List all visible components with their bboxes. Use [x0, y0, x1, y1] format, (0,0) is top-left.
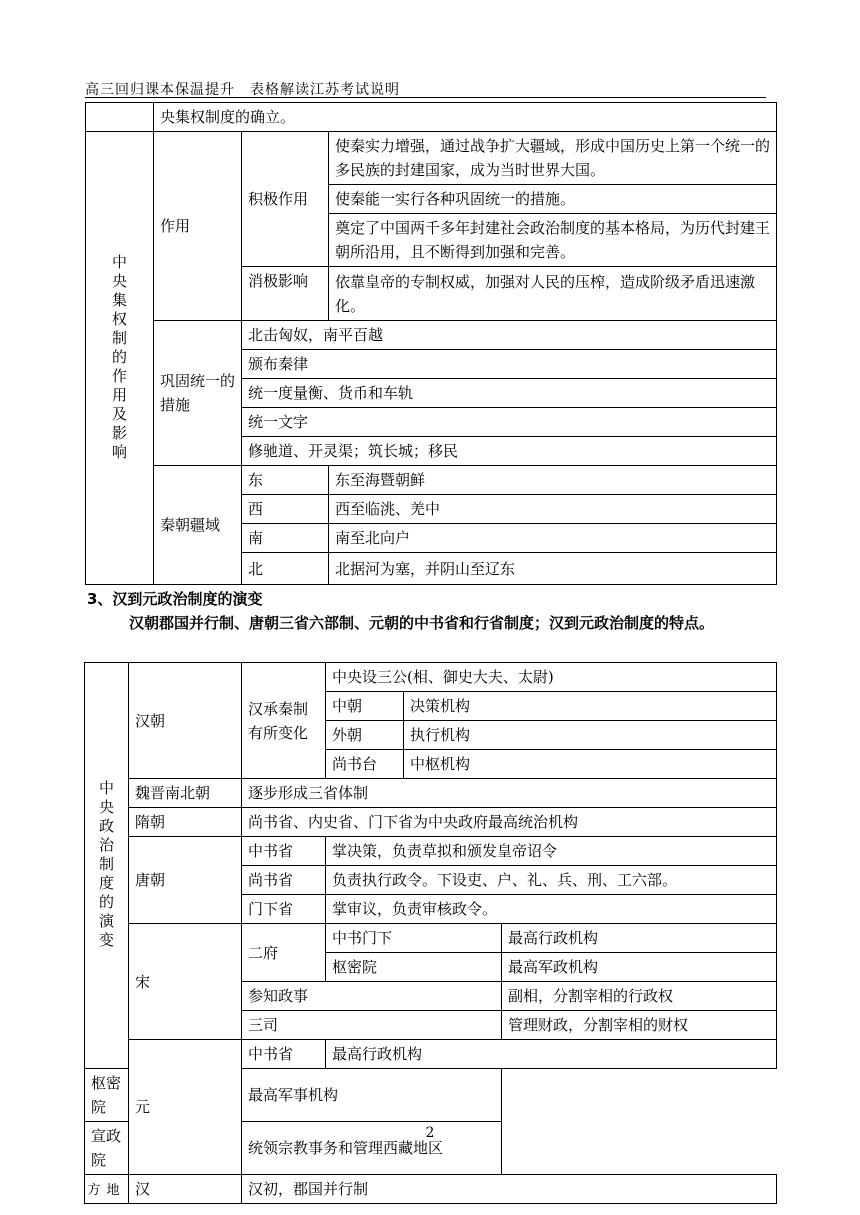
dynasty-han: 汉朝 — [129, 663, 242, 779]
table-cell: 中书门下 — [326, 924, 502, 953]
header-rule — [85, 97, 766, 98]
table-cell — [86, 103, 154, 132]
local-side-label: 方地 — [85, 1175, 129, 1204]
dynasty-sui: 隋朝 — [129, 808, 242, 837]
table-cell: 副相，分割宰相的行政权 — [502, 982, 777, 1011]
dynasty-tang: 唐朝 — [129, 837, 242, 924]
han-sub-label: 汉承秦制有所变化 — [242, 663, 326, 779]
table-cell: 颁布秦律 — [242, 350, 777, 379]
table-cell: 西 — [242, 495, 329, 524]
table-cell: 中书省 — [242, 1040, 326, 1069]
table-cell: 宣政院 — [85, 1122, 129, 1175]
section-title: 3、汉到元政治制度的演变 — [87, 590, 263, 608]
table-cell: 掌决策，负责草拟和颁发皇帝诏令 — [326, 837, 777, 866]
table-cell: 掌审议，负责审核政令。 — [326, 895, 777, 924]
side-label: 中央集权制的作用及影响 — [86, 132, 154, 585]
han-yuan-table — [84, 662, 777, 1204]
dynasty-han-local: 汉 — [129, 1175, 242, 1204]
section-paragraph: 汉朝郡国并行制、唐朝三省六部制、元朝的中书省和行省制度；汉到元政治制度的特点。 — [129, 614, 715, 632]
table-cell: 外朝 — [326, 721, 404, 750]
table-cell: 枢密院 — [85, 1069, 129, 1122]
dynasty-song: 宋 — [129, 924, 242, 1040]
table-cell: 尚书省 — [242, 866, 326, 895]
table-cell: 三司 — [242, 1011, 502, 1040]
table-cell: 决策机构 — [404, 692, 777, 721]
table-cell: 北据河为塞，并阴山至辽东 — [329, 553, 777, 585]
table-cell: 北 — [242, 553, 329, 585]
table-cell: 统一文字 — [242, 408, 777, 437]
table-cell: 最高行政机构 — [502, 924, 777, 953]
table-cell: 参知政事 — [242, 982, 502, 1011]
table-cell: 中朝 — [326, 692, 404, 721]
table-cell: 北击匈奴，南平百越 — [242, 321, 777, 350]
page-header: 高三回归课本保温提升 表格解读江苏考试说明 — [85, 82, 400, 98]
table-cell: 逐步形成三省体制 — [242, 779, 777, 808]
side-label: 中央政治制度的演变 — [85, 663, 129, 1069]
row-label-negative: 消极影响 — [242, 267, 329, 321]
dynasty-yuan: 元 — [129, 1040, 242, 1175]
table-cell: 修驰道、开灵渠；筑长城；移民 — [242, 437, 777, 466]
table-cell: 央集权制度的确立。 — [154, 103, 777, 132]
table-cell: 执行机构 — [404, 721, 777, 750]
table-cell: 使秦能一实行各种巩固统一的措施。 — [329, 185, 777, 214]
table-cell: 最高军政机构 — [502, 953, 777, 982]
table-cell: 中枢机构 — [404, 750, 777, 779]
table-cell: 西至临洮、羌中 — [329, 495, 777, 524]
page-number: 2 — [425, 1125, 435, 1141]
table-cell: 奠定了中国两千多年封建社会政治制度的基本格局，为历代封建王朝所沿用，且不断得到加强和完善。 — [329, 214, 777, 267]
row-label-measures: 巩固统一的措施 — [154, 321, 242, 466]
table-cell: 中书省 — [242, 837, 326, 866]
qin-centralization-table — [85, 102, 777, 585]
table-cell: 最高行政机构 — [326, 1040, 777, 1069]
table-cell: 南至北向户 — [329, 524, 777, 553]
row-label-territory: 秦朝疆域 — [154, 466, 242, 585]
table-cell: 尚书台 — [326, 750, 404, 779]
table-cell: 管理财政，分割宰相的财权 — [502, 1011, 777, 1040]
table-cell: 统领宗教事务和管理西藏地区 — [242, 1122, 502, 1175]
row-label-effect: 作用 — [154, 132, 242, 321]
table-cell: 汉初，郡国并行制 — [242, 1175, 777, 1204]
table-cell: 统一度量衡、货币和车轨 — [242, 379, 777, 408]
table-cell: 最高军事机构 — [242, 1069, 502, 1122]
table-cell: 负责执行政令。下设吏、户、礼、兵、刑、工六部。 — [326, 866, 777, 895]
table-cell: 南 — [242, 524, 329, 553]
table-cell: 门下省 — [242, 895, 326, 924]
table-cell: 中央设三公(相、御史大夫、太尉) — [326, 663, 777, 692]
table-cell: 枢密院 — [326, 953, 502, 982]
song-erfu: 二府 — [242, 924, 326, 982]
table-cell: 尚书省、内史省、门下省为中央政府最高统治机构 — [242, 808, 777, 837]
table-cell: 东 — [242, 466, 329, 495]
table-cell: 使秦实力增强，通过战争扩大疆域，形成中国历史上第一个统一的多民族的封建国家，成为当时世界大国。 — [329, 132, 777, 185]
table-cell: 东至海暨朝鲜 — [329, 466, 777, 495]
table-cell: 依靠皇帝的专制权威，加强对人民的压榨，造成阶级矛盾迅速激化。 — [329, 267, 777, 321]
dynasty-weijin: 魏晋南北朝 — [129, 779, 242, 808]
row-label-positive: 积极作用 — [242, 132, 329, 267]
